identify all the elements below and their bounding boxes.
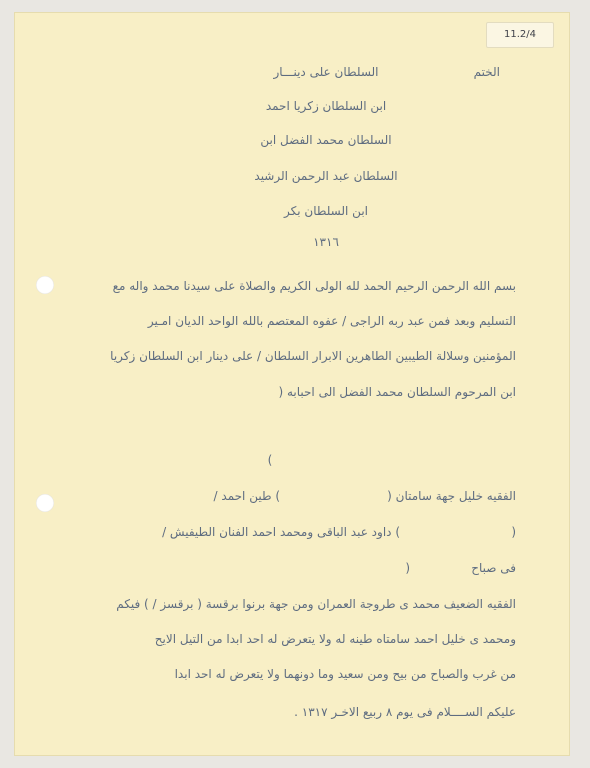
- header-date: ١٣١٦: [313, 235, 339, 249]
- body-line-1: بسم الله الرحمن الرحيم الحمد لله الولى الكريم والصلاة على سيدنا محمد واله مع: [112, 279, 516, 293]
- header-line-5: ابن السلطان بكر: [283, 204, 368, 218]
- addressee-3: فى صباح: [471, 561, 516, 575]
- addressee-1-tail: ) طين احمد /: [213, 489, 280, 503]
- addressee-2-tail: ) داود عبد الباقى ومحمد احمد الفنان الطيفيش /: [162, 525, 400, 539]
- header-line-3: السلطان محمد الفضل ابن: [260, 133, 392, 147]
- punch-hole-top: [36, 276, 54, 294]
- addressee-2: (: [511, 525, 516, 539]
- header-line-4: السلطان عبد الرحمن الرشيد: [254, 169, 398, 183]
- reference-number: 11.2/4: [486, 22, 554, 48]
- body-line-7: من غرب والصباح من بيح ومن سعيد وما دونهما ولا يتعرض له احد ابدا: [174, 667, 516, 681]
- addressee-1: الفقيه خليل جهة سامتان (: [387, 489, 516, 503]
- addressee-3-tail: (: [405, 561, 410, 575]
- body-line-5: الفقيه الضعيف محمد ى طروجة العمران ومن جهة برنوا برقسة ( برقسز / ) فيكم: [116, 597, 516, 611]
- header-line-2: ابن السلطان زكريا احمد: [265, 99, 387, 113]
- header-line-1: السلطان على دينـــار: [273, 65, 379, 79]
- seal-label: الختم: [473, 65, 500, 79]
- body-line-4: ابن المرحوم السلطان محمد الفضل الى احبابه (: [278, 385, 516, 399]
- body-line-3: المؤمنين وسلالة الطيبين الطاهرين الابرار السلطان / على دينار ابن السلطان زكريا: [110, 349, 516, 363]
- body-line-2: التسليم وبعد فمن عبد ربه الراجى / عفوه المعتصم بالله الواحد الديان امـير: [147, 314, 516, 328]
- bracket-line: ): [267, 453, 273, 467]
- closing-line: عليكم الســــلام فى يوم ٨ ربيع الاخـر ١٣١٧ .: [294, 705, 516, 719]
- punch-hole-bottom: [36, 494, 54, 512]
- body-line-6: ومحمد ى خليل احمد سامتاه طينه له ولا يتعرض له احد ابدا من التيل الايح: [154, 632, 516, 646]
